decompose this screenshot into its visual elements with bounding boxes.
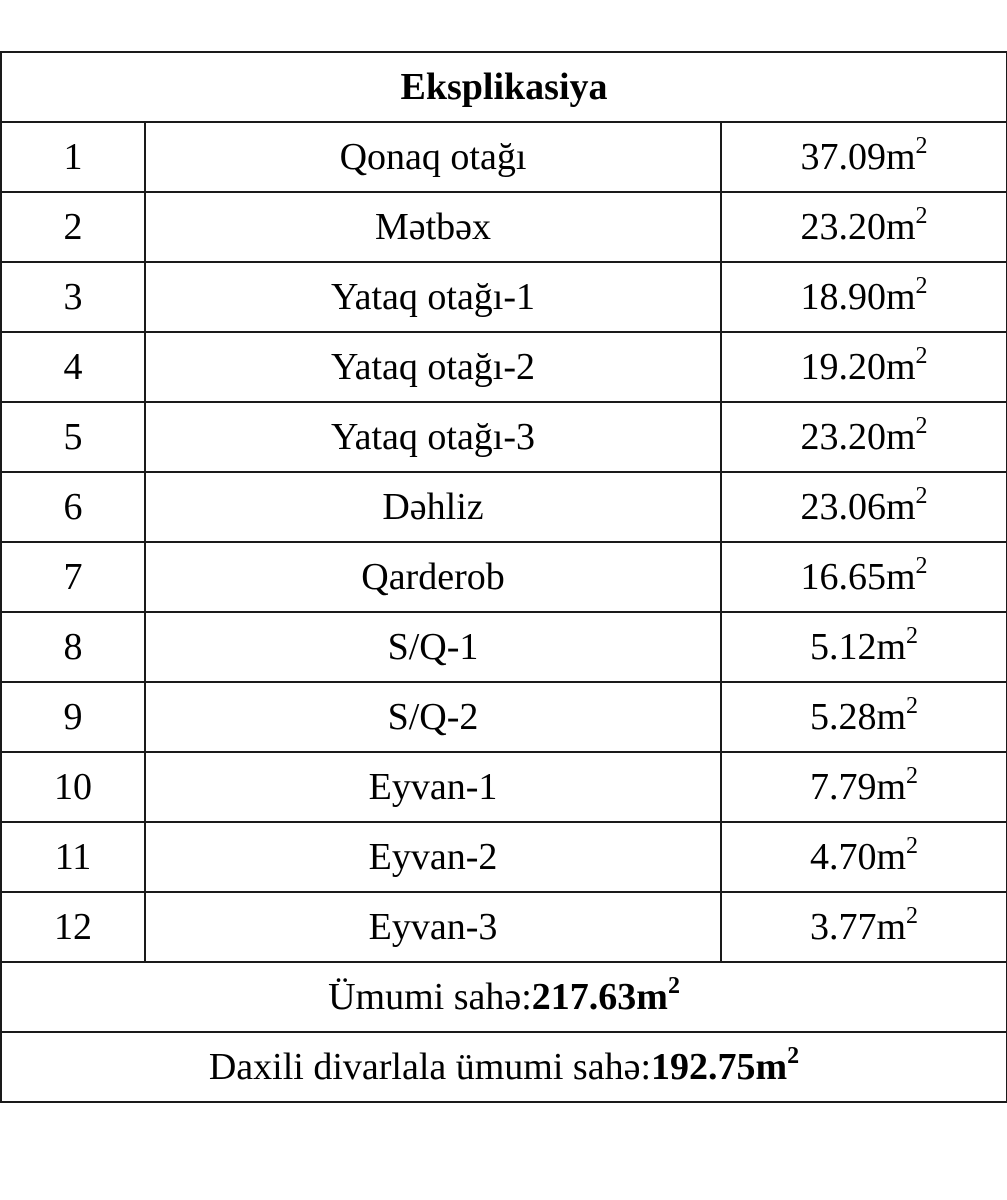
room-area: $4.70m^2$ (721, 822, 1007, 892)
total-area-label: Ümumi sahə: (328, 976, 532, 1018)
table-row (1, 402, 1007, 472)
room-name: Yataq otağı-2 (145, 332, 721, 402)
room-area: $19.20m^2$ (721, 332, 1007, 402)
room-name: S/Q-1 (145, 612, 721, 682)
room-area: $37.09m^2$ (721, 122, 1007, 192)
room-number: 4 (1, 332, 145, 402)
room-area: $16.65m^2$ (721, 542, 1007, 612)
explication-table-body (1, 52, 1007, 1102)
table-row (1, 822, 1007, 892)
room-number: 12 (1, 892, 145, 962)
room-number: 10 (1, 752, 145, 822)
table-row (1, 892, 1007, 962)
room-number: 1 (1, 122, 145, 192)
room-name: Eyvan-1 (145, 752, 721, 822)
room-name: Qarderob (145, 542, 721, 612)
table-title-row (1, 52, 1007, 122)
room-name: S/Q-2 (145, 682, 721, 752)
room-area: $18.90m^2$ (721, 262, 1007, 332)
room-name: Yataq otağı-1 (145, 262, 721, 332)
total-area-row (1, 962, 1007, 1032)
table-row (1, 752, 1007, 822)
room-area: $3.77m^2$ (721, 892, 1007, 962)
room-area: $23.20m^2$ (721, 402, 1007, 472)
inner-total-area-value: $192.75m^2$ (651, 1043, 800, 1088)
table-row (1, 612, 1007, 682)
inner-total-area-cell (1, 1032, 1007, 1102)
room-number: 2 (1, 192, 145, 262)
room-number: 3 (1, 262, 145, 332)
table-row (1, 262, 1007, 332)
room-name: Eyvan-2 (145, 822, 721, 892)
room-number: 7 (1, 542, 145, 612)
room-area: $5.12m^2$ (721, 612, 1007, 682)
room-area: $5.28m^2$ (721, 682, 1007, 752)
inner-total-area-row (1, 1032, 1007, 1102)
room-number: 8 (1, 612, 145, 682)
explication-table (0, 51, 1007, 1103)
table-row (1, 472, 1007, 542)
room-number: 6 (1, 472, 145, 542)
total-area-value: $217.63m^2$ (531, 973, 680, 1018)
table-title: Eksplikasiya (1, 52, 1007, 122)
table-row (1, 122, 1007, 192)
room-name: Dəhliz (145, 472, 721, 542)
inner-total-area-label: Daxili divarlala ümumi sahə: (208, 1046, 652, 1088)
table-row (1, 682, 1007, 752)
room-area: $7.79m^2$ (721, 752, 1007, 822)
table-row (1, 192, 1007, 262)
room-name: Eyvan-3 (145, 892, 721, 962)
room-area: $23.20m^2$ (721, 192, 1007, 262)
table-row (1, 332, 1007, 402)
room-name: Yataq otağı-3 (145, 402, 721, 472)
total-area-cell (1, 962, 1007, 1032)
room-number: 5 (1, 402, 145, 472)
room-name: Mətbəx (145, 192, 721, 262)
room-number: 9 (1, 682, 145, 752)
room-name: Qonaq otağı (145, 122, 721, 192)
room-number: 11 (1, 822, 145, 892)
table-row (1, 542, 1007, 612)
room-area: $23.06m^2$ (721, 472, 1007, 542)
